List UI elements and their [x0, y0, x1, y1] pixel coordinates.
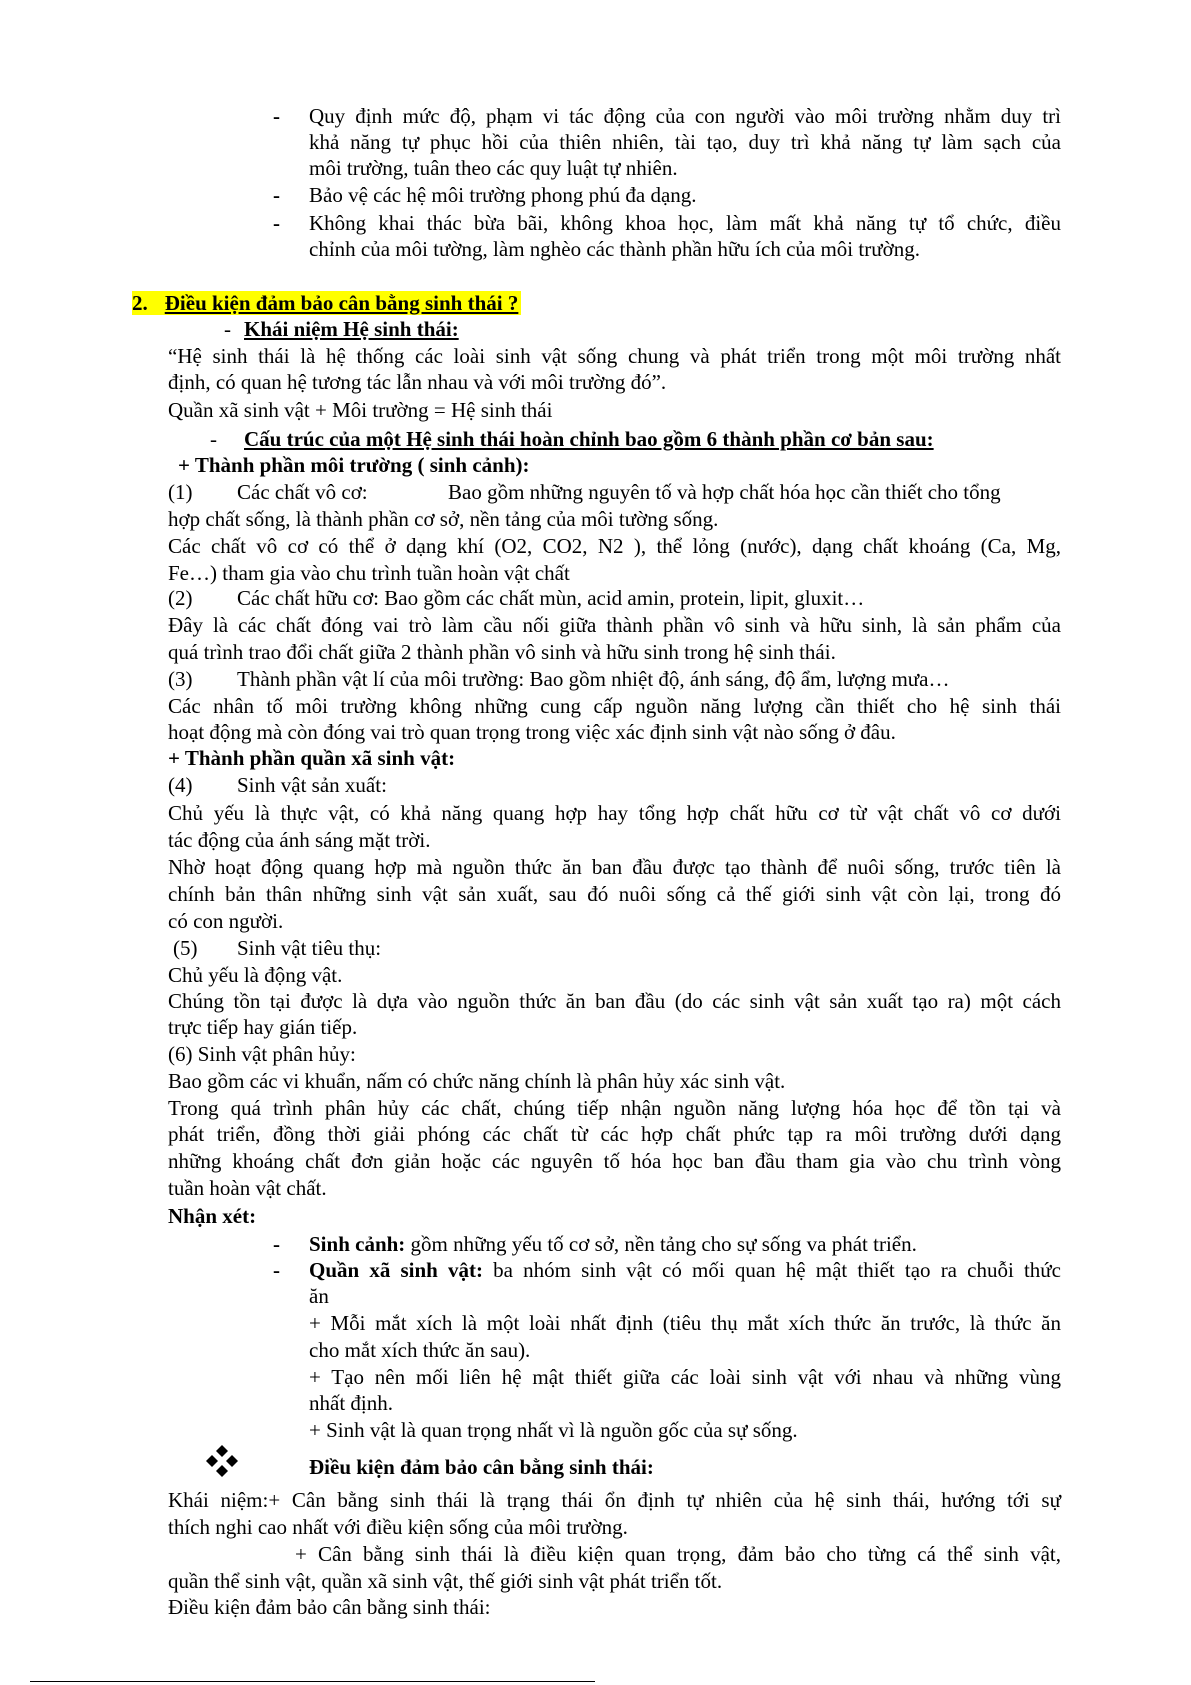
text-line: Đây là các chất đóng vai trò làm cầu nối giữa thành phần vô sinh và hữu sinh, là sản phẩm của: [168, 613, 1061, 637]
text-line: Fe…) tham gia vào chu trình tuần hoàn vật chất: [168, 561, 570, 585]
text-line: Chủ yếu là thực vật, có khả năng quang hợp hay tổng hợp chất hữu cơ từ vật chất vô cơ dưới: [168, 801, 1061, 825]
remark-label: Quần xã sinh vật:: [309, 1258, 483, 1282]
text-line: những khoáng chất đơn giản hoặc các nguyên tố hóa học ban đầu tham gia vào chu trình vòng: [168, 1149, 1061, 1173]
text-line: Quy định mức độ, phạm vi tác động của con người vào môi trường nhằm duy trì: [309, 104, 1061, 128]
section-title: Điều kiện đảm bảo cân bằng sinh thái ?: [164, 291, 519, 315]
text-line: Bao gồm các vi khuẩn, nấm có chức năng chính là phân hủy xác sinh vật.: [168, 1069, 786, 1093]
item-number: (4): [168, 773, 193, 797]
item-number: (2): [168, 586, 193, 610]
section-number: 2.: [132, 291, 148, 315]
item-number: (1): [168, 480, 193, 504]
text-line: trực tiếp hay gián tiếp.: [168, 1015, 358, 1039]
text-line: Các chất vô cơ có thể ở dạng khí (O2, CO2, N2 ), thể lỏng (nước), dạng chất khoáng (Ca, Mg,: [168, 534, 1061, 558]
text-line: Sinh vật tiêu thụ:: [237, 936, 382, 960]
remarks-heading: Nhận xét:: [168, 1204, 257, 1228]
text-line: Chúng tồn tại được là dựa vào nguồn thức ăn ban đầu (do các sinh vật sản xuất tạo ra) một cách: [168, 989, 1061, 1013]
text-line: + Mỗi mắt xích là một loài nhất định (tiêu thụ mắt xích thức ăn trước, là thức ăn: [309, 1311, 1061, 1335]
bullet-dash: -: [224, 317, 231, 341]
text-line: nhất định.: [309, 1391, 393, 1415]
text-line: [309, 1258, 1061, 1282]
text-line: + Cân bằng sinh thái là điều kiện quan trọng, đảm bảo cho từng cá thể sinh vật,: [295, 1542, 1061, 1566]
env-heading: + Thành phần môi trường ( sinh cảnh):: [178, 453, 530, 477]
bullet-dash: -: [273, 1258, 280, 1282]
text-line: ăn: [309, 1284, 329, 1308]
item-label: Các chất vô cơ:: [237, 480, 368, 504]
bullet-dash: -: [273, 183, 280, 207]
text-line: Bao gồm những nguyên tố và hợp chất hóa học cần thiết cho tổng: [448, 480, 1001, 504]
text-line: Không khai thác bừa bãi, không khoa học, làm mất khả năng tự tổ chức, điều: [309, 211, 1061, 235]
text-line: Bảo vệ các hệ môi trường phong phú đa dạng.: [309, 183, 697, 207]
text-line: tuần hoàn vật chất.: [168, 1176, 327, 1200]
text-line: “Hệ sinh thái là hệ thống các loài sinh vật sống chung và phát triển trong một môi trường nhất: [168, 344, 1061, 368]
text-line: + Sinh vật là quan trọng nhất vì là nguồn gốc của sự sống.: [309, 1418, 798, 1442]
text-line: Thành phần vật lí của môi trường: Bao gồm nhiệt độ, ánh sáng, độ ẩm, lượng mưa…: [237, 667, 950, 691]
remark-label: Sinh cảnh:: [309, 1232, 406, 1256]
community-heading: + Thành phần quần xã sinh vật:: [168, 746, 456, 770]
concept-heading: Khái niệm Hệ sinh thái:: [244, 317, 459, 341]
text-line: phát triển, đồng thời giải phóng các chất từ các hợp chất phức tạp ra môi trường dưới dạng: [168, 1122, 1061, 1146]
remark-text: gồm những yếu tố cơ sở, nền tảng cho sự sống va phát triển.: [405, 1232, 917, 1256]
text-line: cho mắt xích thức ăn sau).: [309, 1338, 531, 1362]
bullet-dash: -: [273, 1232, 280, 1256]
text-line: tác động của ánh sáng mặt trời.: [168, 828, 431, 852]
text-line: Điều kiện đảm bảo cân bằng sinh thái:: [168, 1595, 491, 1619]
bullet-dash: -: [273, 104, 280, 128]
footer-rule: [30, 1681, 595, 1682]
text-line: (6) Sinh vật phân hủy:: [168, 1042, 356, 1066]
four-diamond-bullet-icon: [205, 1444, 239, 1478]
bullet-dash: -: [273, 211, 280, 235]
text-line: Chủ yếu là động vật.: [168, 963, 343, 987]
text-line: chính bản thân những sinh vật sản xuất, sau đó nuôi sống cả thế giới sinh vật còn lại, trong đó: [168, 882, 1061, 906]
balance-heading: Điều kiện đảm bảo cân bằng sinh thái:: [309, 1455, 654, 1479]
text-line: thích nghi cao nhất với điều kiện sống của môi trường.: [168, 1515, 628, 1539]
section-heading: [132, 291, 521, 315]
text-line: Trong quá trình phân hủy các chất, chúng tiếp nhận nguồn năng lượng hóa học để tồn tại và: [168, 1096, 1061, 1120]
text-line: hợp chất sống, là thành phần cơ sở, nền tảng của môi tường sống.: [168, 507, 719, 531]
text-line: quần thể sinh vật, quần xã sinh vật, thế giới sinh vật phát triển tốt.: [168, 1569, 723, 1593]
text-line: môi trường, tuân theo các quy luật tự nhiên.: [309, 156, 678, 180]
text-line: Sinh vật sản xuất:: [237, 773, 387, 797]
text-line: Nhờ hoạt động quang hợp mà nguồn thức ăn ban đầu được tạo thành để nuôi sống, trước tiên là: [168, 855, 1061, 879]
item-number: (3): [168, 667, 193, 691]
text-line: có con người.: [168, 909, 284, 933]
remark-text: ba nhóm sinh vật có mối quan hệ mật thiết tạo ra chuỗi thức: [483, 1258, 1061, 1282]
text-line: quá trình trao đổi chất giữa 2 thành phần vô sinh và hữu sinh trong hệ sinh thái.: [168, 640, 836, 664]
text-line: Khái niệm:+ Cân bằng sinh thái là trạng thái ổn định tự nhiên của hệ sinh thái, hướng tới sự: [168, 1488, 1061, 1512]
bullet-dash: -: [210, 427, 217, 451]
text-line: hoạt động mà còn đóng vai trò quan trọng trong việc xác định sinh vật nào sống ở đâu.: [168, 720, 896, 744]
item-number: (5): [173, 936, 198, 960]
text-line: Các chất hữu cơ: Bao gồm các chất mùn, acid amin, protein, lipit, gluxit…: [237, 586, 865, 610]
text-line: khả năng tự phục hồi của thiên nhiên, tài tạo, duy trì khả năng tự làm sạch của: [309, 130, 1061, 154]
text-line: Các nhân tố môi trường không những cung cấp nguồn năng lượng cần thiết cho hệ sinh thái: [168, 694, 1061, 718]
structure-heading: Cấu trúc của một Hệ sinh thái hoàn chỉnh bao gồm 6 thành phần cơ bản sau:: [244, 427, 934, 451]
text-line: [309, 1232, 917, 1256]
text-line: Quần xã sinh vật + Môi trường = Hệ sinh thái: [168, 398, 553, 422]
text-line: + Tạo nên mối liên hệ mật thiết giữa các loài sinh vật với nhau và những vùng: [309, 1365, 1061, 1389]
text-line: chỉnh của môi tường, làm nghèo các thành phần hữu ích của môi trường.: [309, 237, 920, 261]
text-line: định, có quan hệ tương tác lẫn nhau và với môi trường đó”.: [168, 370, 667, 394]
